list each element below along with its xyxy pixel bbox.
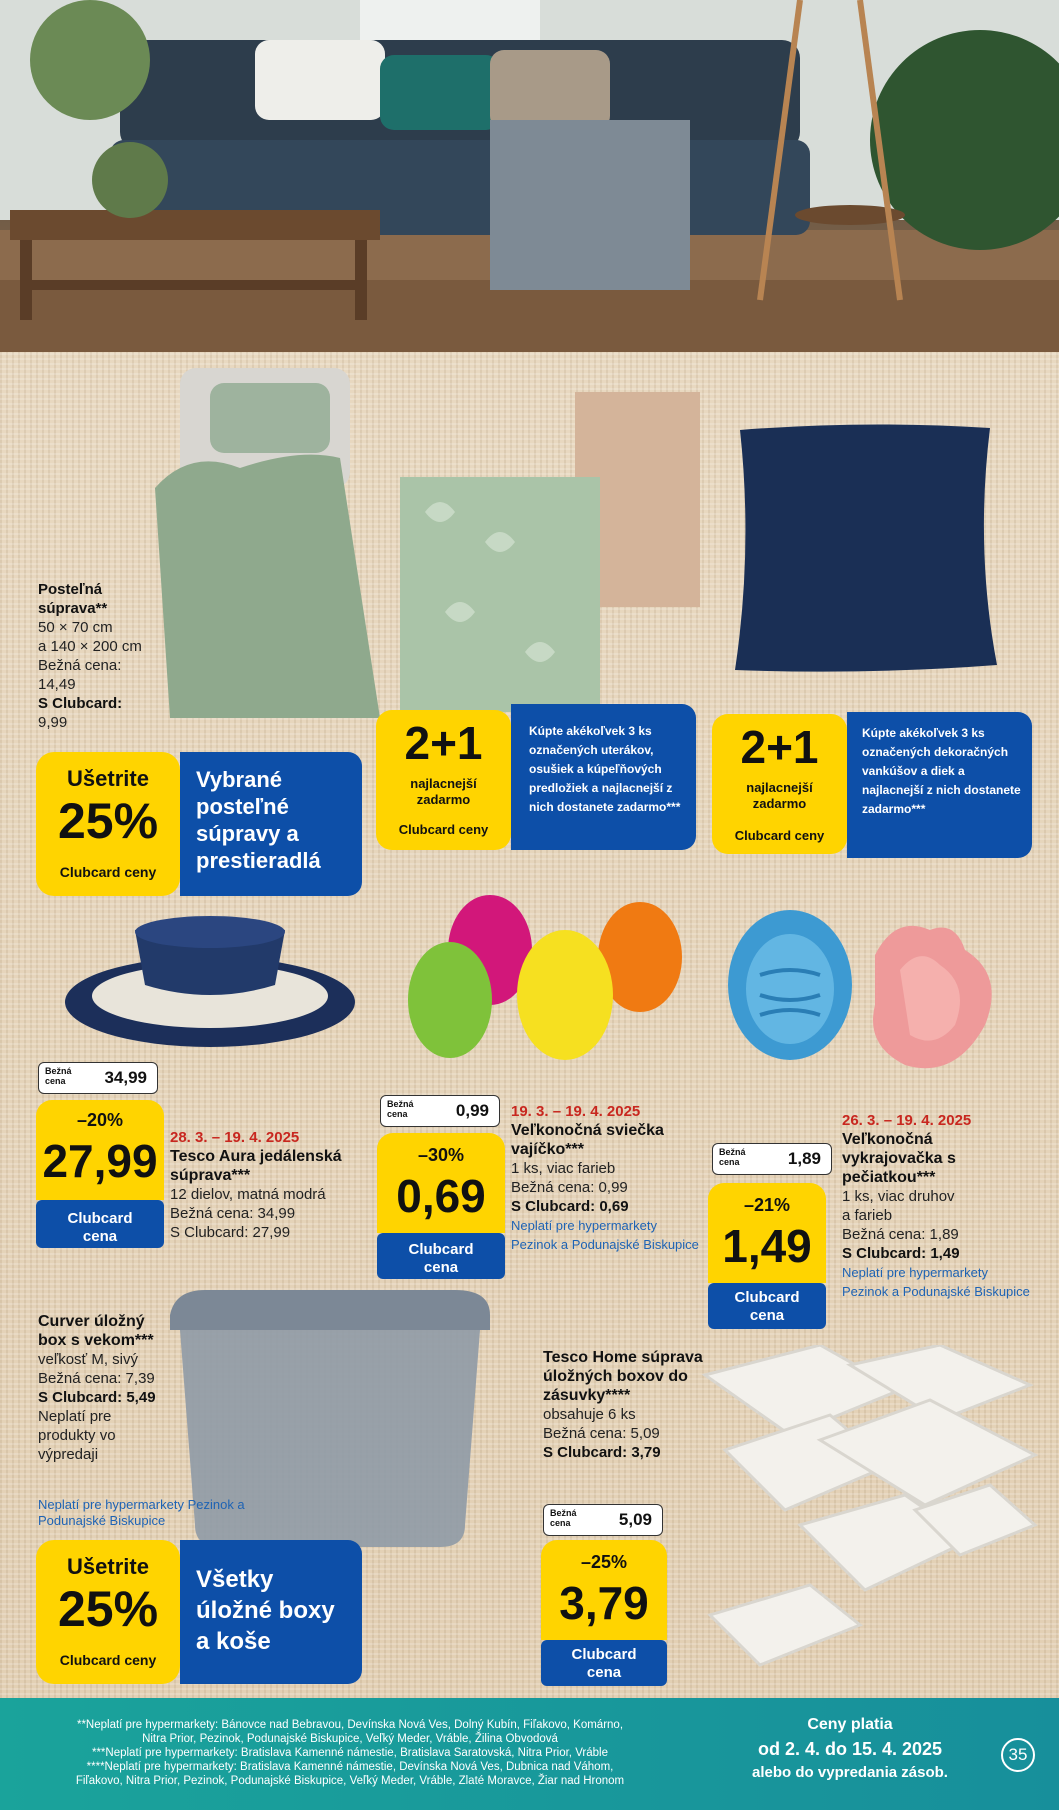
footer-validity: [730, 1714, 970, 1784]
validity-line-2: od 2. 4. do 15. 4. 2025: [757, 1739, 943, 1759]
bedding-name: Posteľná súprava**: [38, 581, 108, 617]
box-promo-box: [180, 1540, 362, 1684]
drawer-line-3: S Clubcard: 3,79: [543, 1444, 661, 1461]
candle-price: 0,69: [396, 1170, 486, 1222]
cutter-note: Neplatí pre hypermarkety Pezinok a Podunajské Biskupice: [842, 1265, 1030, 1299]
towels-image: [395, 392, 705, 717]
bedding-club-label: S Clubcard:: [38, 695, 123, 712]
candle-old-price-value: 0,99: [455, 1101, 489, 1120]
dinner-set-image: [60, 910, 360, 1055]
cutter-price-badge: [708, 1183, 826, 1283]
towels-offer-club: Clubcard ceny: [398, 822, 489, 837]
bedding-size-1: 50 × 70 cm: [38, 619, 113, 636]
pillows-offer-big: 2+1: [740, 721, 819, 773]
drawer-boxes-illustration: [700, 1345, 1040, 1690]
drawer-line-1: obsahuje 6 ks: [543, 1406, 636, 1423]
footer-note-2: Nitra Prior, Pezinok, Podunajské Biskupice, Veľký Meder, Vráble, Žilina Obvodová: [142, 1733, 558, 1745]
box-info: [38, 1312, 173, 1464]
drawer-clubcard-label: Clubcard cena: [541, 1640, 667, 1686]
towels-illustration: [395, 392, 705, 717]
dinner-old-price-value: 34,99: [104, 1068, 147, 1087]
towels-offer-sub: najlacnejší zadarmo: [410, 776, 477, 807]
dinner-line-1: 12 dielov, matná modrá: [170, 1186, 326, 1203]
bedding-regular-value: 14,49: [38, 676, 76, 693]
dinner-name: Tesco Aura jedálenská súprava***: [170, 1148, 342, 1184]
pillow-image: [725, 420, 1005, 675]
candle-name: Veľkonočná sviečka vajíčko***: [511, 1122, 664, 1158]
cutter-name: Veľkonočná vykrajovačka s pečiatkou***: [842, 1131, 956, 1186]
cutter-line-1b: a farieb: [842, 1207, 893, 1224]
box-save-label: Ušetrite: [67, 1554, 149, 1579]
cutter-old-price-label: Bežná cena: [719, 1147, 746, 1167]
bedding-promo-box: [180, 752, 362, 896]
towels-offer-desc: Kúpte akékoľvek 3 ks označených uterákov, osušiek a kúpeľňových predložiek a najlacnejší z nich dostanete zadarmo***: [529, 724, 681, 814]
towels-offer-big: 2+1: [404, 717, 483, 769]
towels-offer-badge: [376, 710, 511, 850]
box-save-badge: [36, 1540, 180, 1684]
dinner-info: [170, 1128, 370, 1242]
bedding-size-2: a 140 × 200 cm: [38, 638, 142, 655]
box-line-2: Bežná cena: 7,39: [38, 1370, 155, 1387]
box-line-3: S Clubcard: 5,49: [38, 1389, 156, 1406]
cutter-old-price-value: 1,89: [787, 1149, 821, 1168]
bedding-image: [150, 368, 380, 723]
dinner-old-price-box: [38, 1062, 158, 1094]
living-room-illustration: [0, 0, 1059, 352]
towels-offer-desc-box: [511, 704, 696, 850]
bedding-club-value: 9,99: [38, 714, 68, 731]
drawer-price-badge: [541, 1540, 667, 1640]
dinner-set-illustration: [60, 910, 360, 1055]
box-line-4: Neplatí pre produkty vo výpredaji: [38, 1408, 116, 1463]
candle-old-price-label: Bežná cena: [387, 1099, 414, 1119]
dinner-discount: –20%: [76, 1110, 124, 1130]
cutter-price: 1,49: [722, 1220, 812, 1272]
bedding-save-percent: 25%: [57, 793, 159, 849]
pillow-illustration: [725, 420, 1005, 675]
dinner-date: 28. 3. – 19. 4. 2025: [170, 1129, 300, 1146]
footer-note-3: ***Neplatí pre hypermarkety: Bratislava Kamenné námestie, Bratislava Saratovská, Nitra Prior, Vráble: [91, 1747, 609, 1759]
validity-line-3: alebo do vypredania zásob.: [752, 1764, 948, 1781]
page-number: 35: [1001, 1738, 1035, 1772]
dinner-line-2: Bežná cena: 34,99: [170, 1205, 296, 1222]
drawer-price: 3,79: [559, 1577, 649, 1629]
dinner-line-3: S Clubcard: 27,99: [170, 1224, 291, 1241]
candle-clubcard-label: Clubcard cena: [377, 1233, 505, 1279]
cutter-illustration: [715, 905, 1025, 1105]
candle-info: [511, 1102, 701, 1254]
drawer-boxes-image: [700, 1345, 1040, 1690]
drawer-line-2: Bežná cena: 5,09: [543, 1425, 660, 1442]
footer-note-1: **Neplatí pre hypermarkety: Bánovce nad Bebravou, Devínska Nová Ves, Dolný Kubín, Fiľakovo, Komárno,: [76, 1719, 624, 1731]
bedding-save-sub: Clubcard ceny: [59, 864, 157, 880]
drawer-discount: –25%: [580, 1552, 628, 1572]
cutter-clubcard-label: Clubcard cena: [708, 1283, 826, 1329]
cutter-old-price-box: [712, 1143, 832, 1175]
pillows-offer-badge: [712, 714, 847, 854]
candle-old-price-box: [380, 1095, 500, 1127]
bedding-illustration: [150, 368, 380, 723]
candle-line-1: 1 ks, viac farieb: [511, 1160, 616, 1177]
candle-price-badge: [377, 1133, 505, 1233]
box-promo-text: Všetky úložné boxy a koše: [196, 1566, 335, 1655]
footer-note-4: ****Neplatí pre hypermarkety: Bratislava Kamenné námestie, Devínska Nová Ves, Dubnica nad Váhom,: [86, 1761, 614, 1773]
box-save-percent: 25%: [57, 1581, 159, 1637]
box-note: Neplatí pre hypermarkety Pezinok a Podunajské Biskupice: [38, 1497, 245, 1528]
drawer-old-price-label: Bežná cena: [550, 1508, 577, 1528]
cutter-image: [715, 905, 1025, 1105]
drawer-old-price-box: [543, 1504, 663, 1536]
validity-line-1: Ceny platia: [807, 1716, 893, 1733]
cutter-discount: –21%: [743, 1195, 791, 1215]
candle-discount: –30%: [417, 1145, 465, 1165]
bedding-save-label: Ušetrite: [67, 766, 149, 791]
pillows-offer-sub: najlacnejší zadarmo: [746, 780, 813, 811]
candle-note: Neplatí pre hypermarkety Pezinok a Podunajské Biskupice: [511, 1218, 699, 1252]
pillows-offer-club: Clubcard ceny: [734, 828, 825, 843]
dinner-price-badge: [36, 1100, 164, 1200]
candles-image: [405, 895, 695, 1065]
dinner-old-price-label: Bežná cena: [45, 1066, 72, 1086]
dinner-clubcard-label: Clubcard cena: [36, 1200, 164, 1248]
bedding-regular-label: Bežná cena:: [38, 657, 122, 674]
cutter-line-2: Bežná cena: 1,89: [842, 1226, 959, 1243]
cutter-line-3: S Clubcard: 1,49: [842, 1245, 960, 1262]
drawer-info: [543, 1348, 703, 1462]
drawer-old-price-value: 5,09: [618, 1510, 652, 1529]
pillows-offer-desc-box: [847, 712, 1032, 858]
box-save-sub: Clubcard ceny: [59, 1652, 157, 1668]
footer-note-5: Fiľakovo, Nitra Prior, Pezinok, Podunajské Biskupice, Veľký Meder, Vráble, Zlaté Moravce, Žiar nad Hronom: [75, 1775, 625, 1787]
bedding-promo-text: Vybrané posteľné súpravy a prestieradlá: [196, 767, 321, 873]
candles-illustration: [405, 895, 695, 1065]
candle-line-2: Bežná cena: 0,99: [511, 1179, 628, 1196]
footer-notes: [30, 1718, 670, 1788]
bedding-save-badge: [36, 752, 180, 896]
cutter-line-1: 1 ks, viac druhov: [842, 1188, 955, 1205]
candle-date: 19. 3. – 19. 4. 2025: [511, 1103, 641, 1120]
candle-line-3: S Clubcard: 0,69: [511, 1198, 629, 1215]
drawer-name: Tesco Home súprava úložných boxov do zásuvky****: [543, 1349, 703, 1404]
bedding-info: [38, 580, 173, 732]
box-name: Curver úložný box s vekom***: [38, 1313, 154, 1349]
cutter-date: 26. 3. – 19. 4. 2025: [842, 1112, 972, 1129]
cutter-info: [842, 1111, 1037, 1301]
footer-bar: [0, 1698, 1059, 1810]
box-line-1: veľkosť M, sivý: [38, 1351, 139, 1368]
pillows-offer-desc: Kúpte akékoľvek 3 ks označených dekoračných vankúšov a diek a najlacnejší z nich dostanete zadarmo***: [862, 726, 1021, 816]
dinner-price: 27,99: [42, 1135, 158, 1187]
hero-living-room-photo: [0, 0, 1059, 352]
